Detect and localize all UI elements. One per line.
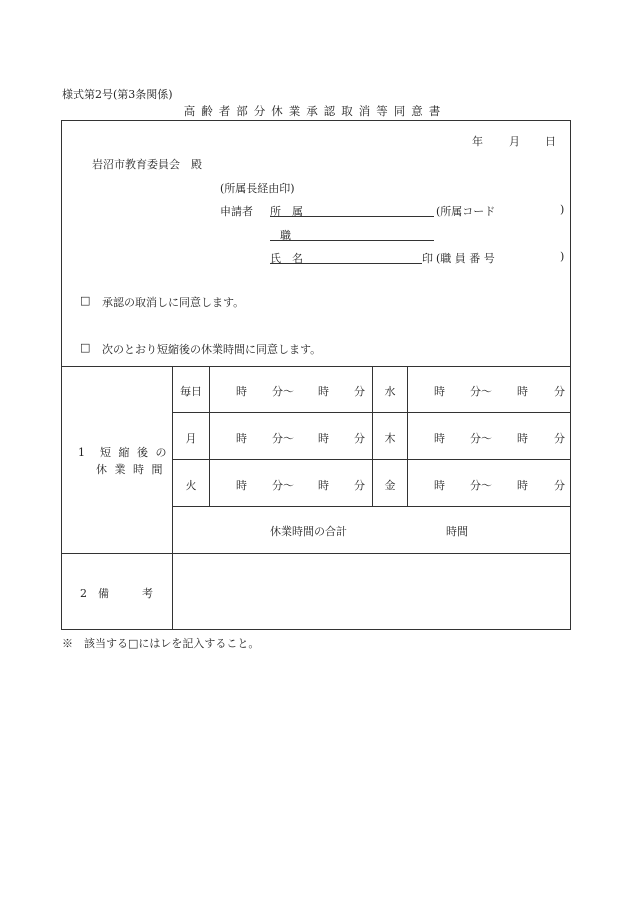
row3-l-end-hour[interactable]: 時 [318, 479, 329, 492]
option-cancel-checkbox[interactable]: □ [80, 294, 91, 307]
row3-l-start-hour[interactable]: 時 [236, 479, 247, 492]
row2-r-start-hour[interactable]: 時 [434, 432, 445, 445]
row2-r-end-hour[interactable]: 時 [517, 432, 528, 445]
row1-r-end-hour[interactable]: 時 [517, 385, 528, 398]
row2-r-end-min[interactable]: 分 [554, 432, 565, 445]
position-field[interactable] [270, 240, 434, 241]
row3-r-end-hour[interactable]: 時 [517, 479, 528, 492]
form-number: 様式第2号(第3条関係) [62, 88, 173, 101]
section1-label-line1: 1 短 縮 後 の [78, 446, 169, 459]
dept-code-label: (所属コード [436, 205, 496, 218]
row1-r-start-min[interactable]: 分〜 [470, 385, 492, 398]
date-month[interactable]: 月 [509, 135, 520, 148]
total-hours-field[interactable]: 時間 [446, 525, 468, 538]
row1-right-day: 水 [384, 385, 396, 398]
applicant-label: 申請者 [220, 205, 253, 218]
section-divider [61, 553, 571, 554]
row1-left-day: 毎日 [180, 385, 202, 398]
seal-mark: 印 [422, 252, 433, 265]
row3-left-day: 火 [185, 479, 197, 492]
row2-r-start-min[interactable]: 分〜 [470, 432, 492, 445]
row3-r-start-min[interactable]: 分〜 [470, 479, 492, 492]
total-label: 休業時間の合計 [270, 525, 347, 538]
row-line-3 [172, 506, 571, 507]
dept-label: 所 属 [270, 205, 303, 218]
dept-code-close: ) [560, 203, 565, 216]
table-top-line [61, 366, 571, 367]
staff-no-close: ) [560, 250, 565, 263]
remarks-field[interactable] [173, 555, 569, 628]
form-title: 高齢者部分休業承認取消等同意書 [183, 104, 447, 118]
row3-l-end-min[interactable]: 分 [354, 479, 365, 492]
row1-l-end-hour[interactable]: 時 [318, 385, 329, 398]
row3-r-start-hour[interactable]: 時 [434, 479, 445, 492]
dept-field[interactable] [270, 216, 434, 217]
date-year[interactable]: 年 [472, 135, 483, 148]
option-shorten-label: 次のとおり短縮後の休業時間に同意します。 [102, 343, 322, 356]
date-day[interactable]: 日 [545, 135, 556, 148]
row2-right-day: 木 [384, 432, 396, 445]
row2-l-start-min[interactable]: 分〜 [272, 432, 294, 445]
row3-l-start-min[interactable]: 分〜 [272, 479, 294, 492]
option-cancel-label: 承認の取消しに同意します。 [102, 296, 245, 309]
staff-no-label: (職 員 番 号 [436, 252, 495, 265]
section2-label: 2 備 考 [80, 587, 153, 600]
left-day-divider [209, 366, 210, 506]
row3-right-day: 金 [384, 479, 396, 492]
option-shorten-checkbox[interactable]: □ [80, 341, 91, 354]
row1-l-start-hour[interactable]: 時 [236, 385, 247, 398]
row1-r-end-min[interactable]: 分 [554, 385, 565, 398]
row1-l-start-min[interactable]: 分〜 [272, 385, 294, 398]
row2-left-day: 月 [185, 432, 197, 445]
mid-divider-b [407, 366, 408, 506]
footnote: ※ 該当する□にはレを記入すること。 [62, 637, 260, 650]
via-note: (所属長経由印) [220, 182, 295, 195]
name-field[interactable] [270, 263, 422, 264]
row1-l-end-min[interactable]: 分 [354, 385, 365, 398]
position-label: 職 [280, 229, 291, 242]
section1-label-line2: 休 業 時 間 [96, 463, 165, 476]
row2-l-end-min[interactable]: 分 [354, 432, 365, 445]
row2-l-end-hour[interactable]: 時 [318, 432, 329, 445]
addressee: 岩沼市教育委員会 殿 [92, 158, 202, 171]
row3-r-end-min[interactable]: 分 [554, 479, 565, 492]
name-label: 氏 名 [270, 252, 303, 265]
row2-l-start-hour[interactable]: 時 [236, 432, 247, 445]
row1-r-start-hour[interactable]: 時 [434, 385, 445, 398]
